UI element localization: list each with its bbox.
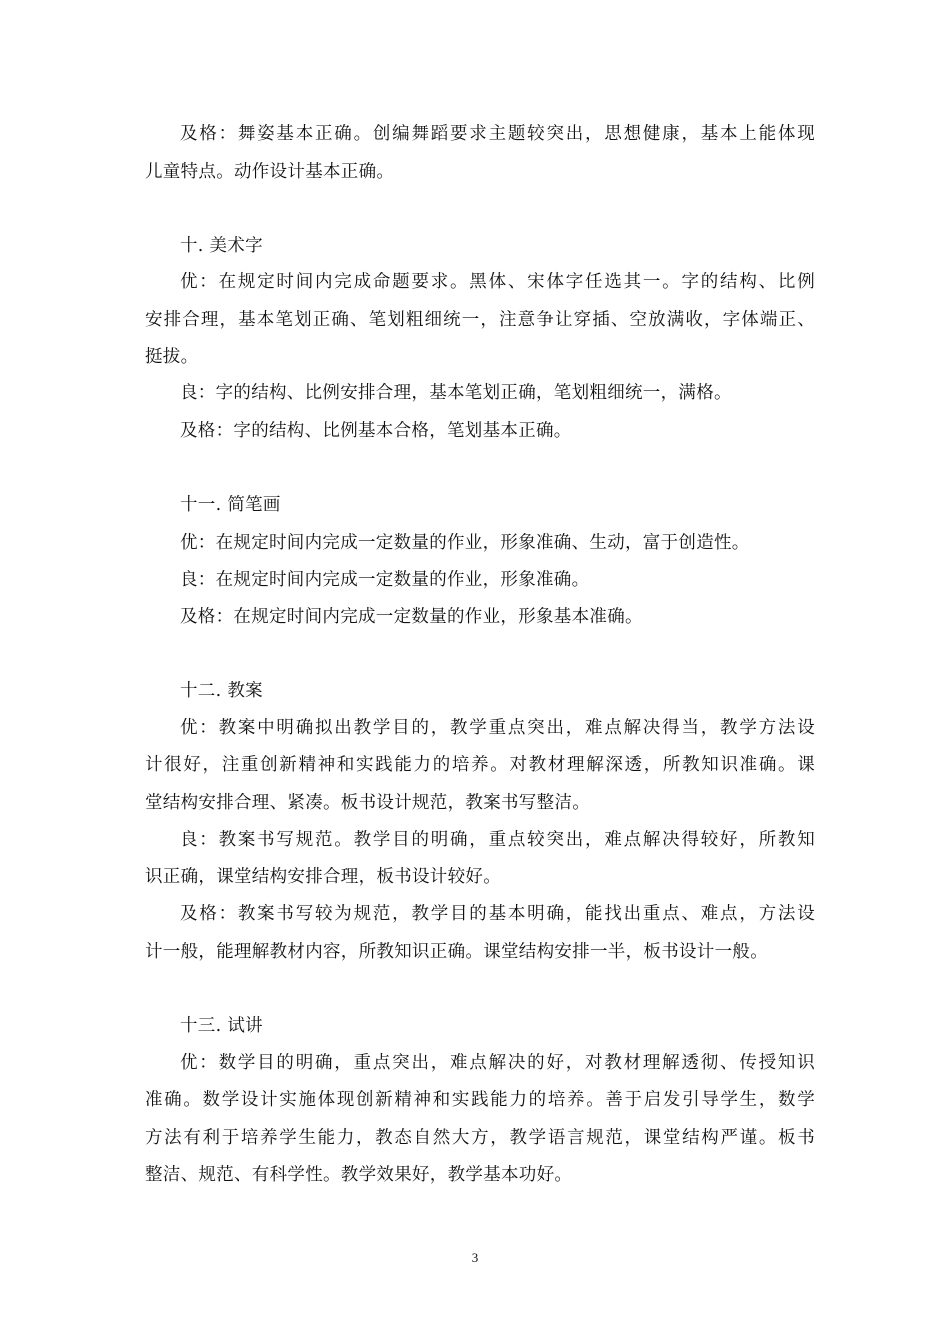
- text-line: 方法有利于培养学生能力，教态自然大方，教学语言规范，课堂结构严谨。板书: [145, 1128, 815, 1148]
- text-line: 优：在规定时间内完成命题要求。黑体、宋体字任选其一。字的结构、比例: [180, 272, 815, 292]
- text-line: 优：数学目的明确，重点突出，难点解决的好，对教材理解透彻、传授知识: [180, 1053, 815, 1073]
- section-heading: 十一. 简笔画: [180, 495, 281, 515]
- text-line: 堂结构安排合理、紧凑。板书设计规范，教案书写整洁。: [145, 793, 590, 813]
- section-heading: 十二. 教案: [180, 681, 263, 701]
- section-heading: 十三. 试讲: [180, 1016, 263, 1036]
- text-line: 准确。数学设计实施体现创新精神和实践能力的培养。善于启发引导学生，数学: [145, 1090, 815, 1110]
- text-line: 整洁、规范、有科学性。教学效果好，教学基本功好。: [145, 1165, 573, 1185]
- text-line: 识正确，课堂结构安排合理，板书设计较好。: [145, 867, 501, 887]
- text-line: 挺拔。: [145, 347, 199, 367]
- text-line: 良：在规定时间内完成一定数量的作业，形象准确。: [180, 570, 590, 590]
- text-line: 安排合理，基本笔划正确、笔划粗细统一，注意争让穿插、空放满收，字体端正、: [145, 310, 815, 330]
- text-line: 良：字的结构、比例安排合理，基本笔划正确，笔划粗细统一，满格。: [180, 383, 732, 403]
- text-line: 儿童特点。动作设计基本正确。: [145, 162, 395, 182]
- text-line: 良：教案书写规范。教学目的明确，重点较突出，难点解决得较好，所教知: [180, 830, 815, 850]
- text-line: 及格：教案书写较为规范，教学目的基本明确，能找出重点、难点，方法设: [180, 904, 815, 924]
- text-line: 优：在规定时间内完成一定数量的作业，形象准确、生动，富于创造性。: [180, 533, 750, 553]
- text-line: 及格：字的结构、比例基本合格，笔划基本正确。: [180, 421, 572, 441]
- text-line: 及格：舞姿基本正确。创编舞蹈要求主题较突出，思想健康，基本上能体现: [180, 124, 815, 144]
- page-number: 3: [471, 1250, 479, 1265]
- text-line: 及格：在规定时间内完成一定数量的作业，形象基本准确。: [180, 607, 643, 627]
- text-line: 计一般，能理解教材内容，所教知识正确。课堂结构安排一半，板书设计一般。: [145, 942, 768, 962]
- text-line: 优：教案中明确拟出教学目的，教学重点突出，难点解决得当，教学方法设: [180, 718, 815, 738]
- text-line: 计很好，注重创新精神和实践能力的培养。对教材理解深透，所教知识准确。课: [145, 755, 815, 775]
- section-heading: 十. 美术字: [180, 236, 263, 256]
